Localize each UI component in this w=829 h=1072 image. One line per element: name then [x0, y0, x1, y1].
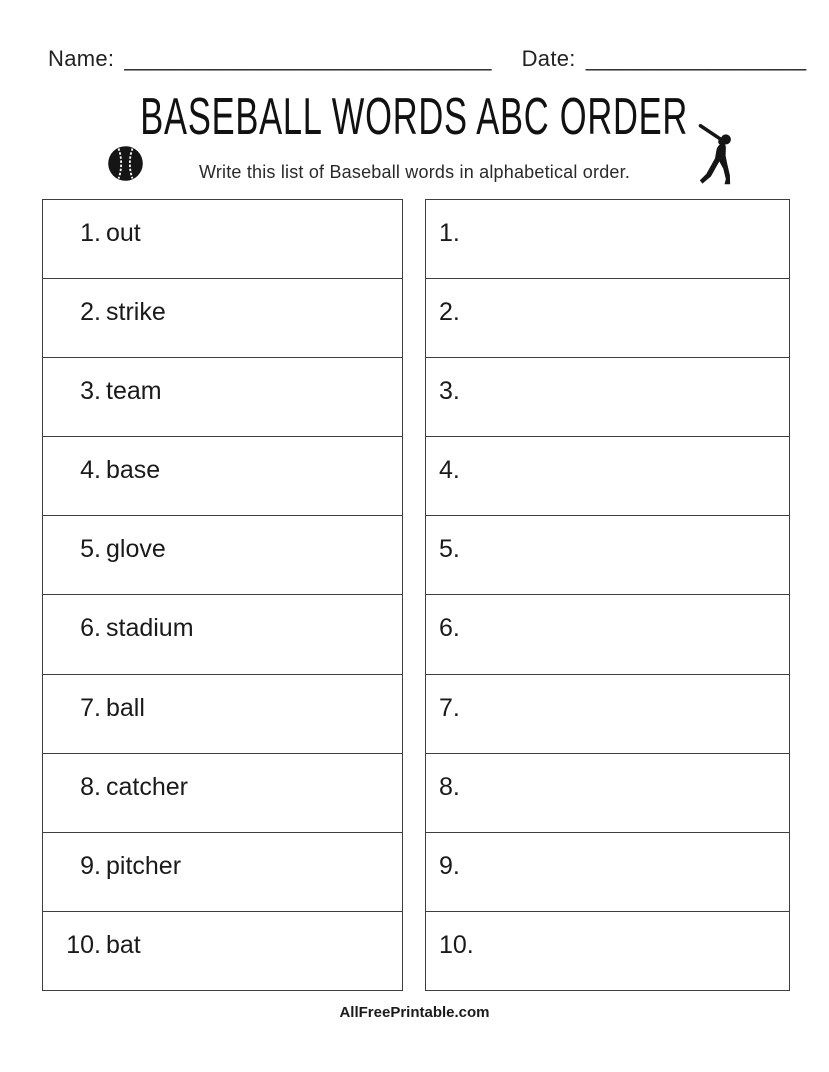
answer-row [426, 911, 789, 990]
word-row [43, 436, 402, 515]
word-tables [42, 199, 790, 991]
word-number: 3. [80, 377, 101, 406]
answer-row [426, 674, 789, 753]
word-text: stadium [106, 614, 194, 643]
answer-row [426, 515, 789, 594]
answer-list-table [425, 199, 790, 991]
word-text: catcher [106, 772, 188, 801]
answer-number: 4. [439, 456, 460, 485]
name-label: Name: [48, 46, 115, 71]
word-number: 8. [80, 772, 101, 801]
word-text: ball [106, 693, 145, 722]
answer-row [426, 436, 789, 515]
word-row [43, 357, 402, 436]
word-list-table [42, 199, 403, 991]
word-number: 9. [80, 851, 101, 880]
word-row [43, 278, 402, 357]
answer-row [426, 832, 789, 911]
word-text: glove [106, 535, 166, 564]
word-number: 2. [80, 298, 101, 327]
answer-row [426, 753, 789, 832]
word-text: out [106, 219, 141, 247]
baseball-batter-icon [694, 121, 746, 189]
word-text: bat [106, 930, 141, 959]
word-row [43, 674, 402, 753]
word-text: team [106, 377, 162, 406]
word-row [43, 515, 402, 594]
name-blank-line: ______________________________ [124, 46, 492, 71]
answer-number: 3. [439, 377, 460, 406]
answer-number: 5. [439, 535, 460, 564]
answer-number: 8. [439, 772, 460, 801]
answer-number: 10. [439, 930, 474, 959]
word-row [43, 911, 402, 990]
word-row [43, 832, 402, 911]
answer-row [426, 278, 789, 357]
answer-number: 1. [439, 219, 460, 247]
answer-row [426, 594, 789, 673]
word-number: 4. [80, 456, 101, 485]
word-text: pitcher [106, 851, 182, 880]
word-text: strike [106, 298, 166, 327]
word-row [43, 594, 402, 673]
answer-number: 9. [439, 851, 460, 880]
answer-row [426, 200, 789, 278]
word-row [43, 200, 402, 278]
word-number: 1. [80, 219, 101, 247]
instruction-text: Write this list of Baseball words in alphabetical order. [198, 162, 631, 182]
answer-row [426, 357, 789, 436]
name-date-header [48, 46, 806, 72]
word-text: base [106, 456, 161, 485]
word-number: 10. [66, 930, 101, 959]
footer-site-text: AllFreePrintable.com [339, 1004, 490, 1021]
word-number: 7. [80, 693, 101, 722]
word-row [43, 753, 402, 832]
word-number: 6. [80, 614, 101, 643]
answer-number: 7. [439, 693, 460, 722]
answer-number: 2. [439, 298, 460, 327]
word-number: 5. [80, 535, 101, 564]
date-label: Date: [521, 46, 576, 71]
date-blank-line: __________________ [585, 46, 807, 71]
answer-number: 6. [439, 614, 460, 643]
page-title: BASEBALL WORDS ABC ORDER [140, 87, 689, 146]
